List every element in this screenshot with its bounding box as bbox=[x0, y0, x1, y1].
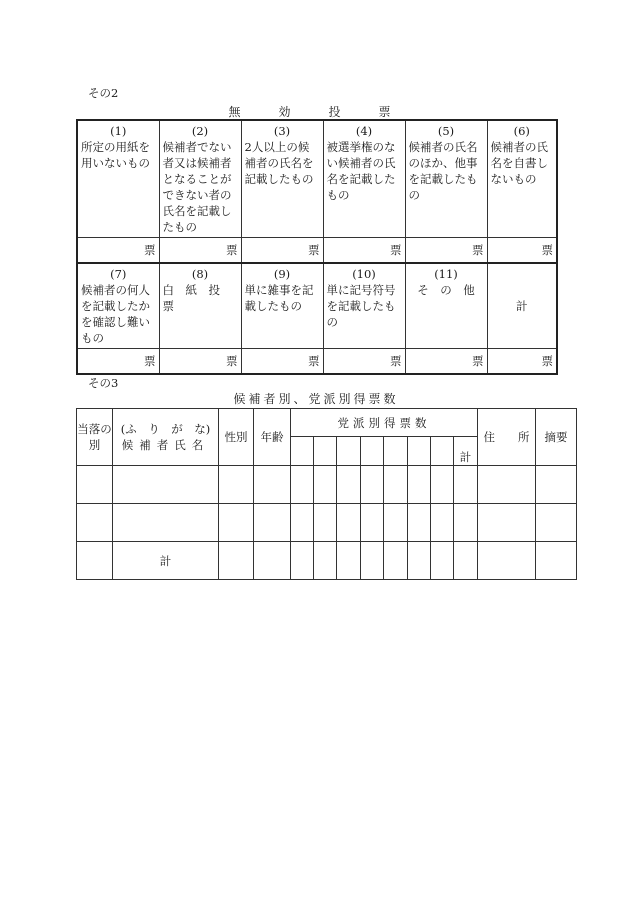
table-cell bbox=[254, 466, 291, 504]
invalid-votes-count-row-1 bbox=[77, 238, 557, 264]
category-number: (5) bbox=[437, 124, 455, 138]
table-cell bbox=[478, 504, 536, 542]
vote-count-cell: 票 bbox=[405, 349, 487, 375]
vote-count-cell: 票 bbox=[487, 349, 557, 375]
table-cell bbox=[361, 504, 384, 542]
category-number: (9) bbox=[273, 267, 291, 281]
category-cell bbox=[487, 120, 557, 238]
table-cell bbox=[478, 466, 536, 504]
invalid-votes-count-row-2 bbox=[77, 349, 557, 375]
table-cell bbox=[384, 542, 408, 580]
table-cell bbox=[361, 466, 384, 504]
table-cell bbox=[254, 542, 291, 580]
table-cell bbox=[431, 504, 454, 542]
party-column bbox=[361, 437, 384, 466]
invalid-votes-table bbox=[76, 119, 558, 375]
category-number: (3) bbox=[273, 124, 291, 138]
invalid-votes-total-label: 計 bbox=[487, 263, 557, 349]
vote-count-cell: 票 bbox=[77, 238, 159, 264]
address-header: 住 所 bbox=[478, 409, 536, 466]
table-cell bbox=[454, 542, 478, 580]
party-total-header: 計 bbox=[454, 437, 478, 466]
table-cell bbox=[536, 542, 577, 580]
table-cell bbox=[337, 466, 361, 504]
category-description: 候補者の氏名を自書しないもの bbox=[490, 140, 548, 186]
table-cell bbox=[431, 466, 454, 504]
category-cell bbox=[405, 120, 487, 238]
table-cell bbox=[219, 542, 254, 580]
table-cell bbox=[219, 504, 254, 542]
table-cell bbox=[408, 542, 431, 580]
category-description: 白 紙 投 票 bbox=[162, 283, 232, 313]
total-row bbox=[77, 542, 577, 580]
table-cell bbox=[454, 466, 478, 504]
table-cell bbox=[77, 542, 113, 580]
section-2-label: その2 bbox=[88, 86, 119, 100]
category-cell bbox=[405, 263, 487, 349]
sex-header: 性別 bbox=[219, 409, 254, 466]
table-cell bbox=[337, 504, 361, 542]
category-cell bbox=[77, 120, 159, 238]
invalid-votes-category-row-2 bbox=[77, 263, 557, 349]
furigana-header: (ふ り が な) bbox=[120, 422, 211, 436]
invalid-votes-category-row-1 bbox=[77, 120, 557, 238]
party-votes-header: 党派別得票数 bbox=[291, 409, 478, 437]
table-cell bbox=[314, 466, 337, 504]
party-column bbox=[431, 437, 454, 466]
table-cell bbox=[291, 542, 314, 580]
candidate-name-header bbox=[113, 409, 219, 466]
vote-count-cell: 票 bbox=[323, 349, 405, 375]
category-cell bbox=[241, 120, 323, 238]
category-number: (2) bbox=[191, 124, 209, 138]
vote-count-cell: 票 bbox=[487, 238, 557, 264]
category-number: (1) bbox=[110, 124, 127, 138]
table-row bbox=[77, 504, 577, 542]
invalid-votes-title: 無 効 投 票 bbox=[228, 105, 404, 119]
category-number: (10) bbox=[352, 267, 376, 281]
category-number: (8) bbox=[191, 267, 209, 281]
vote-count-cell: 票 bbox=[77, 349, 159, 375]
category-number: (6) bbox=[513, 124, 530, 138]
table-row bbox=[77, 466, 577, 504]
candidate-votes-table bbox=[76, 408, 577, 580]
vote-count-cell: 票 bbox=[241, 349, 323, 375]
table-cell bbox=[77, 504, 113, 542]
party-column bbox=[408, 437, 431, 466]
category-description: 単に記号符号を記載したもの bbox=[326, 283, 396, 329]
party-column bbox=[314, 437, 337, 466]
party-column bbox=[337, 437, 361, 466]
party-column bbox=[291, 437, 314, 466]
table-cell bbox=[454, 504, 478, 542]
party-column bbox=[384, 437, 408, 466]
category-description: 候補者の何人を記載したかを確認し難いもの bbox=[81, 283, 150, 345]
table-cell bbox=[361, 542, 384, 580]
category-description: 候補者でない者又は候補者となることができない者の氏名を記載したもの bbox=[162, 140, 232, 234]
category-number: (11) bbox=[434, 267, 458, 281]
win-loss-header: 当落の別 bbox=[77, 409, 113, 466]
category-description: 被選挙権のない候補者の氏名を記載したもの bbox=[326, 140, 396, 202]
table-cell bbox=[536, 504, 577, 542]
vote-count-cell: 票 bbox=[241, 238, 323, 264]
table-cell bbox=[314, 542, 337, 580]
table-cell bbox=[113, 466, 219, 504]
candidate-total-label: 計 bbox=[113, 542, 219, 580]
table-cell bbox=[77, 466, 113, 504]
category-number: (4) bbox=[355, 124, 373, 138]
category-description: 候補者の氏名のほか、他事を記載したもの bbox=[408, 140, 478, 202]
table-cell bbox=[478, 542, 536, 580]
category-cell bbox=[323, 120, 405, 238]
table-cell bbox=[219, 466, 254, 504]
table-cell bbox=[431, 542, 454, 580]
age-header: 年齢 bbox=[254, 409, 291, 466]
category-cell bbox=[159, 263, 241, 349]
table-cell bbox=[113, 504, 219, 542]
section-3-label: その3 bbox=[88, 376, 119, 390]
table-cell bbox=[291, 466, 314, 504]
name-header: 候補者氏名 bbox=[121, 438, 210, 452]
category-description: そ の 他 bbox=[417, 283, 475, 297]
category-cell bbox=[323, 263, 405, 349]
vote-count-cell: 票 bbox=[405, 238, 487, 264]
table-cell bbox=[314, 504, 337, 542]
category-cell bbox=[241, 263, 323, 349]
candidate-votes-title: 候補者別、党派別得票数 bbox=[233, 392, 399, 406]
category-description: 単に雑事を記載したもの bbox=[244, 283, 314, 313]
table-cell bbox=[384, 466, 408, 504]
vote-count-cell: 票 bbox=[323, 238, 405, 264]
vote-count-cell: 票 bbox=[159, 349, 241, 375]
table-cell bbox=[536, 466, 577, 504]
table-cell bbox=[384, 504, 408, 542]
category-cell bbox=[77, 263, 159, 349]
vote-count-cell: 票 bbox=[159, 238, 241, 264]
table-cell bbox=[408, 504, 431, 542]
category-number: (7) bbox=[110, 267, 127, 281]
table-cell bbox=[408, 466, 431, 504]
table-cell bbox=[254, 504, 291, 542]
category-description: 所定の用紙を用いないもの bbox=[81, 140, 150, 170]
table-cell bbox=[337, 542, 361, 580]
category-description: 2人以上の候補者の氏名を記載したもの bbox=[244, 140, 314, 186]
remarks-header: 摘要 bbox=[536, 409, 577, 466]
header-row-1 bbox=[77, 409, 577, 437]
table-cell bbox=[291, 504, 314, 542]
category-cell bbox=[159, 120, 241, 238]
